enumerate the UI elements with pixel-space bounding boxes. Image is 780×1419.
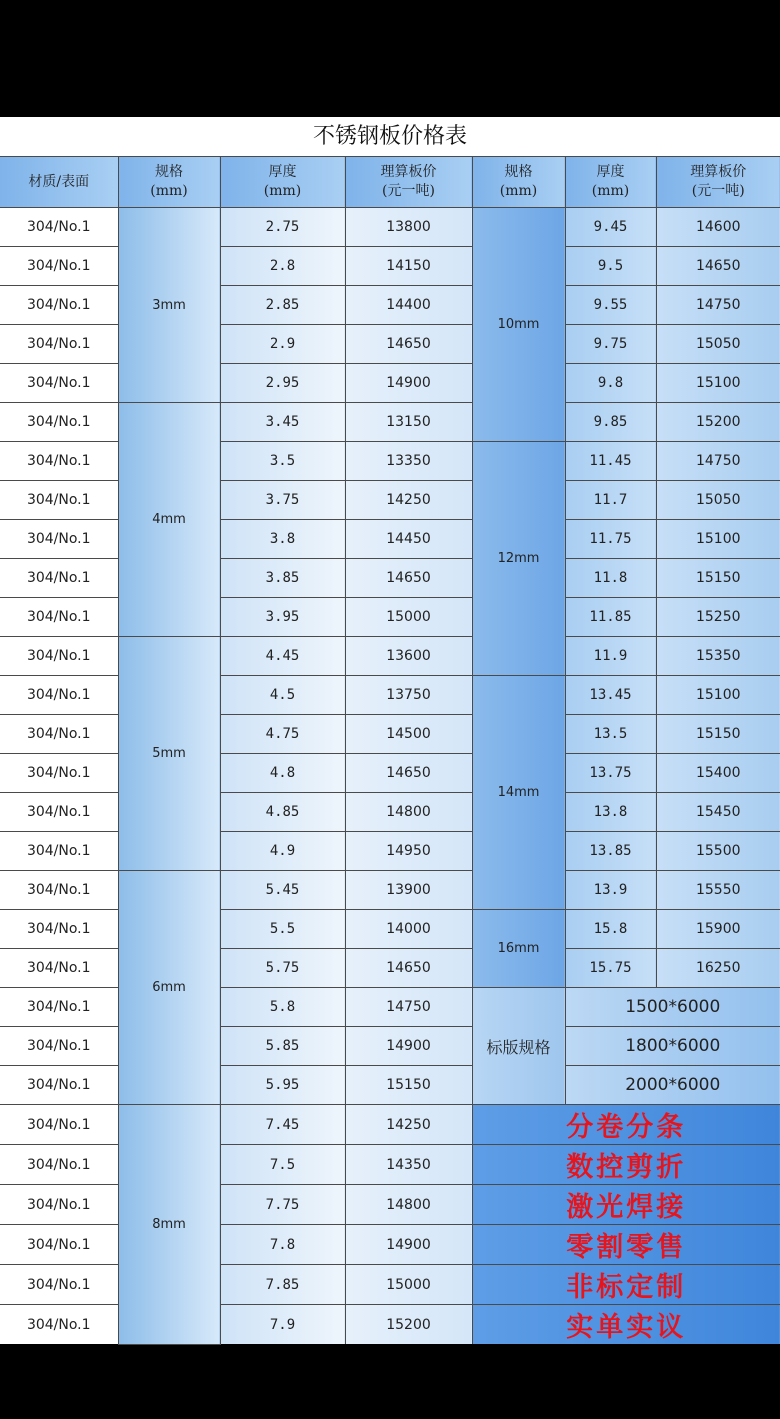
thickness-cell-right: 13.75	[565, 754, 656, 793]
material-cell: 304/No.1	[0, 754, 118, 793]
price-cell: 14800	[345, 793, 472, 832]
material-cell: 304/No.1	[0, 1066, 118, 1105]
table-row	[0, 598, 780, 637]
price-cell: 14900	[345, 1225, 472, 1265]
material-cell: 304/No.1	[0, 1027, 118, 1066]
table-row	[0, 1105, 780, 1145]
thickness-cell-right: 9.5	[565, 247, 656, 286]
price-cell: 14250	[345, 481, 472, 520]
spec-cell: 8mm	[118, 1105, 220, 1345]
thickness-cell-right: 11.9	[565, 637, 656, 676]
material-cell: 304/No.1	[0, 1145, 118, 1185]
thickness-cell-right: 11.7	[565, 481, 656, 520]
table-row	[0, 1185, 780, 1225]
thickness-cell-right: 9.8	[565, 364, 656, 403]
table-row	[0, 754, 780, 793]
price-cell-right: 15250	[656, 598, 780, 637]
price-cell: 15000	[345, 1265, 472, 1305]
service-item: 零割零售	[472, 1225, 780, 1265]
thickness-cell: 2.95	[220, 364, 345, 403]
thickness-cell-right: 11.45	[565, 442, 656, 481]
material-cell: 304/No.1	[0, 637, 118, 676]
price-cell-right: 15500	[656, 832, 780, 871]
service-item: 数控剪折	[472, 1145, 780, 1185]
price-cell-right: 15900	[656, 910, 780, 949]
material-cell: 304/No.1	[0, 364, 118, 403]
header-spec: 规格 (mm)	[118, 157, 220, 208]
material-cell: 304/No.1	[0, 598, 118, 637]
table-row	[0, 1265, 780, 1305]
price-cell: 14750	[345, 988, 472, 1027]
price-cell: 14450	[345, 520, 472, 559]
thickness-cell-right: 13.8	[565, 793, 656, 832]
thickness-cell: 2.9	[220, 325, 345, 364]
price-cell: 13600	[345, 637, 472, 676]
spec-cell: 6mm	[118, 871, 220, 1105]
table-row	[0, 208, 780, 247]
price-cell: 15200	[345, 1305, 472, 1345]
header-material: 材质/表面	[0, 157, 118, 208]
table-row	[0, 520, 780, 559]
thickness-cell-right: 9.55	[565, 286, 656, 325]
price-cell-right: 14600	[656, 208, 780, 247]
thickness-cell: 7.8	[220, 1225, 345, 1265]
material-cell: 304/No.1	[0, 793, 118, 832]
price-cell-right: 15350	[656, 637, 780, 676]
thickness-cell: 5.75	[220, 949, 345, 988]
thickness-cell: 4.5	[220, 676, 345, 715]
material-cell: 304/No.1	[0, 949, 118, 988]
price-cell-right: 14650	[656, 247, 780, 286]
thickness-cell: 2.85	[220, 286, 345, 325]
thickness-cell: 4.45	[220, 637, 345, 676]
price-sheet	[0, 117, 780, 1342]
service-item: 分卷分条	[472, 1105, 780, 1145]
thickness-cell-right: 9.85	[565, 403, 656, 442]
price-cell: 13150	[345, 403, 472, 442]
spec-cell: 4mm	[118, 403, 220, 637]
table-row	[0, 442, 780, 481]
price-cell-right: 15400	[656, 754, 780, 793]
table-row	[0, 910, 780, 949]
thickness-cell: 7.9	[220, 1305, 345, 1345]
thickness-cell: 5.8	[220, 988, 345, 1027]
spec-cell-right: 16mm	[472, 910, 565, 988]
table-row	[0, 637, 780, 676]
table-row	[0, 832, 780, 871]
material-cell: 304/No.1	[0, 832, 118, 871]
price-cell-right: 15150	[656, 559, 780, 598]
material-cell: 304/No.1	[0, 1185, 118, 1225]
thickness-cell: 7.5	[220, 1145, 345, 1185]
thickness-cell-right: 13.45	[565, 676, 656, 715]
thickness-cell: 7.75	[220, 1185, 345, 1225]
header-thickness: 厚度 (mm)	[220, 157, 345, 208]
material-cell: 304/No.1	[0, 910, 118, 949]
price-cell: 14650	[345, 325, 472, 364]
thickness-cell: 4.75	[220, 715, 345, 754]
table-row	[0, 481, 780, 520]
thickness-cell: 5.85	[220, 1027, 345, 1066]
material-cell: 304/No.1	[0, 1105, 118, 1145]
thickness-cell-right: 13.9	[565, 871, 656, 910]
thickness-cell: 3.95	[220, 598, 345, 637]
thickness-cell: 7.85	[220, 1265, 345, 1305]
price-cell: 14350	[345, 1145, 472, 1185]
price-cell-right: 15050	[656, 325, 780, 364]
thickness-cell-right: 9.75	[565, 325, 656, 364]
price-cell: 13800	[345, 208, 472, 247]
material-cell: 304/No.1	[0, 442, 118, 481]
price-cell: 14900	[345, 1027, 472, 1066]
price-cell-right: 15100	[656, 364, 780, 403]
price-cell: 13750	[345, 676, 472, 715]
spec-cell-right: 14mm	[472, 676, 565, 910]
table-row	[0, 949, 780, 988]
table-row	[0, 403, 780, 442]
table-row	[0, 988, 780, 1027]
thickness-cell: 5.5	[220, 910, 345, 949]
thickness-cell: 3.85	[220, 559, 345, 598]
thickness-cell: 3.5	[220, 442, 345, 481]
table-row	[0, 676, 780, 715]
header-row	[0, 157, 780, 208]
table-row	[0, 559, 780, 598]
table-row	[0, 247, 780, 286]
material-cell: 304/No.1	[0, 1265, 118, 1305]
material-cell: 304/No.1	[0, 520, 118, 559]
thickness-cell: 4.8	[220, 754, 345, 793]
standard-size-cell: 1800*6000	[565, 1027, 780, 1066]
thickness-cell-right: 11.85	[565, 598, 656, 637]
service-item: 实单实议	[472, 1305, 780, 1345]
thickness-cell: 5.45	[220, 871, 345, 910]
thickness-cell-right: 11.75	[565, 520, 656, 559]
table-row	[0, 1145, 780, 1185]
price-cell: 14950	[345, 832, 472, 871]
price-cell-right: 16250	[656, 949, 780, 988]
price-cell-right: 14750	[656, 286, 780, 325]
price-cell-right: 15100	[656, 520, 780, 559]
thickness-cell: 3.45	[220, 403, 345, 442]
price-table	[0, 156, 780, 1345]
price-cell: 13900	[345, 871, 472, 910]
thickness-cell: 3.75	[220, 481, 345, 520]
material-cell: 304/No.1	[0, 247, 118, 286]
table-row	[0, 364, 780, 403]
price-cell-right: 15550	[656, 871, 780, 910]
price-cell-right: 15450	[656, 793, 780, 832]
price-cell-right: 15150	[656, 715, 780, 754]
table-row	[0, 1305, 780, 1345]
price-cell: 14650	[345, 949, 472, 988]
service-item: 激光焊接	[472, 1185, 780, 1225]
price-cell: 13350	[345, 442, 472, 481]
material-cell: 304/No.1	[0, 208, 118, 247]
thickness-cell: 5.95	[220, 1066, 345, 1105]
material-cell: 304/No.1	[0, 871, 118, 910]
spec-cell-right: 12mm	[472, 442, 565, 676]
material-cell: 304/No.1	[0, 325, 118, 364]
material-cell: 304/No.1	[0, 1225, 118, 1265]
service-item: 非标定制	[472, 1265, 780, 1305]
spec-cell-right: 10mm	[472, 208, 565, 442]
thickness-cell-right: 9.45	[565, 208, 656, 247]
thickness-cell-right: 15.8	[565, 910, 656, 949]
table-row	[0, 793, 780, 832]
header-price-right: 理算板价 (元一吨)	[656, 157, 780, 208]
thickness-cell: 4.9	[220, 832, 345, 871]
standard-size-label: 标版规格	[472, 988, 565, 1105]
material-cell: 304/No.1	[0, 481, 118, 520]
price-cell: 14800	[345, 1185, 472, 1225]
material-cell: 304/No.1	[0, 559, 118, 598]
standard-size-cell: 1500*6000	[565, 988, 780, 1027]
thickness-cell-right: 15.75	[565, 949, 656, 988]
standard-size-cell: 2000*6000	[565, 1066, 780, 1105]
table-row	[0, 286, 780, 325]
table-row	[0, 325, 780, 364]
thickness-cell: 2.8	[220, 247, 345, 286]
spec-cell: 5mm	[118, 637, 220, 871]
material-cell: 304/No.1	[0, 988, 118, 1027]
price-cell-right: 15200	[656, 403, 780, 442]
price-cell: 14500	[345, 715, 472, 754]
spec-cell: 3mm	[118, 208, 220, 403]
material-cell: 304/No.1	[0, 715, 118, 754]
price-cell: 14650	[345, 754, 472, 793]
table-row	[0, 1225, 780, 1265]
table-row	[0, 1027, 780, 1066]
price-cell-right: 14750	[656, 442, 780, 481]
price-cell: 14000	[345, 910, 472, 949]
material-cell: 304/No.1	[0, 1305, 118, 1345]
table-row	[0, 715, 780, 754]
price-cell: 15000	[345, 598, 472, 637]
header-thickness-right: 厚度 (mm)	[565, 157, 656, 208]
price-cell: 14150	[345, 247, 472, 286]
price-cell-right: 15100	[656, 676, 780, 715]
header-price: 理算板价 (元一吨)	[345, 157, 472, 208]
thickness-cell-right: 11.8	[565, 559, 656, 598]
thickness-cell: 7.45	[220, 1105, 345, 1145]
material-cell: 304/No.1	[0, 286, 118, 325]
price-cell: 15150	[345, 1066, 472, 1105]
price-cell: 14400	[345, 286, 472, 325]
table-row	[0, 1066, 780, 1105]
price-cell-right: 15050	[656, 481, 780, 520]
material-cell: 304/No.1	[0, 676, 118, 715]
table-row	[0, 871, 780, 910]
thickness-cell-right: 13.85	[565, 832, 656, 871]
thickness-cell-right: 13.5	[565, 715, 656, 754]
thickness-cell: 2.75	[220, 208, 345, 247]
price-cell: 14650	[345, 559, 472, 598]
material-cell: 304/No.1	[0, 403, 118, 442]
price-cell: 14250	[345, 1105, 472, 1145]
price-cell: 14900	[345, 364, 472, 403]
header-spec-right: 规格 (mm)	[472, 157, 565, 208]
page-title: 不锈钢板价格表	[312, 124, 467, 149]
thickness-cell: 4.85	[220, 793, 345, 832]
thickness-cell: 3.8	[220, 520, 345, 559]
